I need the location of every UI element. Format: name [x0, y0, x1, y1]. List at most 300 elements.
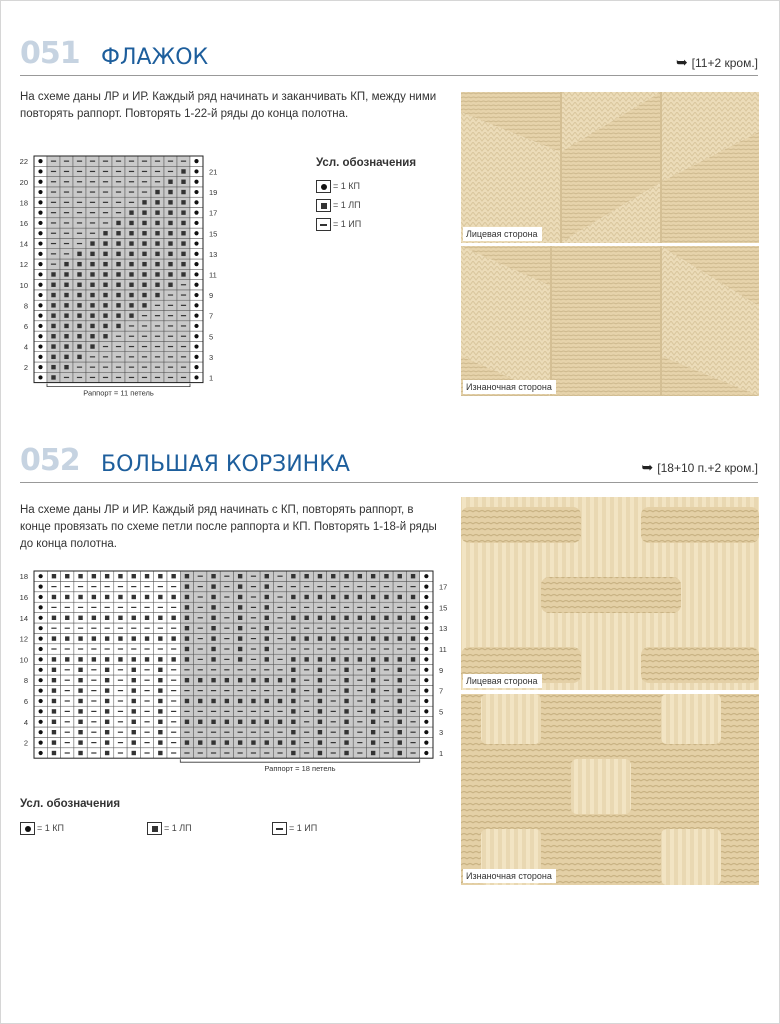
photo-front-side: [461, 497, 759, 690]
row-number-left: 16: [19, 593, 28, 602]
row-number-right: 17: [209, 208, 218, 218]
stitch-chart: [14, 154, 229, 404]
purl-stitch-mark: [410, 721, 415, 722]
purl-stitch-mark: [91, 742, 96, 743]
purl-stitch-mark: [118, 732, 123, 733]
edge-stitch-mark: [39, 730, 43, 734]
knit-stitch-mark: [181, 252, 185, 256]
purl-stitch-mark: [181, 161, 186, 162]
knit-stitch-mark: [64, 262, 68, 266]
purl-stitch-mark: [357, 690, 362, 691]
knit-stitch-mark: [132, 751, 136, 755]
knit-stitch-mark: [65, 574, 69, 578]
knit-stitch-mark: [92, 595, 96, 599]
photo-back-side: [461, 694, 759, 885]
edge-stitch-mark: [424, 741, 428, 745]
photo-front-side: [461, 92, 759, 243]
row-number-left: 10: [19, 655, 28, 665]
purl-stitch-mark: [198, 648, 203, 649]
knit-stitch-mark: [265, 584, 269, 588]
knit-stitch-mark: [371, 595, 375, 599]
knit-stitch-mark: [318, 668, 322, 672]
knit-stitch-mark: [185, 678, 189, 682]
knit-stitch-mark: [251, 699, 255, 703]
purl-stitch-mark: [277, 617, 282, 618]
row-number-left: 12: [19, 634, 28, 644]
knit-stitch-mark: [398, 595, 402, 599]
knit-stitch-mark: [52, 751, 56, 755]
knit-stitch-mark: [371, 678, 375, 682]
edge-stitch-mark: [424, 605, 428, 609]
knit-stitch-mark: [105, 699, 109, 703]
edge-stitch-mark: [424, 699, 428, 703]
knit-stitch-mark: [65, 595, 69, 599]
purl-stitch-mark: [344, 607, 349, 608]
purl-stitch-mark: [142, 356, 147, 357]
knit-stitch-mark: [185, 574, 189, 578]
purl-stitch-mark: [91, 752, 96, 753]
purl-stitch-mark: [118, 669, 123, 670]
knit-stitch-mark: [52, 720, 56, 724]
purl-stitch-mark: [131, 607, 136, 608]
purl-stitch-mark: [291, 648, 296, 649]
edge-stitch-mark: [39, 585, 43, 589]
knit-stitch-mark: [251, 720, 255, 724]
purl-stitch-mark: [410, 607, 415, 608]
knit-stitch-mark: [171, 636, 175, 640]
edge-stitch-mark: [424, 616, 428, 620]
knit-stitch-mark: [211, 574, 215, 578]
purl-stitch-mark: [90, 367, 95, 368]
purl-stitch-mark: [91, 586, 96, 587]
purl-stitch-mark: [397, 648, 402, 649]
knit-stitch-mark: [358, 574, 362, 578]
purl-stitch-mark: [224, 690, 229, 691]
knit-stitch-mark: [52, 574, 56, 578]
knit-stitch-mark: [411, 574, 415, 578]
knit-stitch-mark: [291, 740, 295, 744]
purl-stitch-mark: [118, 628, 123, 629]
purl-stitch-mark: [116, 346, 121, 347]
knit-stitch-mark: [198, 740, 202, 744]
purl-stitch-icon: [316, 218, 331, 231]
knit-stitch-mark: [398, 657, 402, 661]
knit-stitch-mark: [90, 293, 94, 297]
purl-stitch-mark: [65, 648, 70, 649]
purl-stitch-mark: [224, 659, 229, 660]
knit-stitch-mark: [52, 699, 56, 703]
legend-item-ip: [272, 822, 317, 835]
purl-stitch-mark: [251, 586, 256, 587]
purl-stitch-mark: [171, 690, 176, 691]
title-rule: [20, 75, 758, 76]
knit-stitch-mark: [145, 636, 149, 640]
knit-stitch-mark: [211, 616, 215, 620]
knit-stitch-mark: [155, 231, 159, 235]
knit-stitch-mark: [155, 252, 159, 256]
knit-stitch-mark: [142, 303, 146, 307]
legend-label: = 1 ЛП: [333, 199, 361, 210]
knit-stitch-mark: [78, 657, 82, 661]
purl-stitch-mark: [103, 171, 108, 172]
purl-stitch-mark: [304, 586, 309, 587]
knit-stitch-mark: [168, 190, 172, 194]
knit-stitch-mark: [52, 740, 56, 744]
knit-stitch-mark: [344, 636, 348, 640]
knit-stitch-mark: [371, 688, 375, 692]
purl-stitch-mark: [304, 690, 309, 691]
purl-stitch-mark: [224, 617, 229, 618]
knit-stitch-mark: [118, 657, 122, 661]
purl-stitch-mark: [65, 680, 70, 681]
knit-stitch-mark: [318, 657, 322, 661]
knit-stitch-mark: [77, 303, 81, 307]
edge-stitch-mark: [39, 647, 43, 651]
purl-stitch-mark: [65, 721, 70, 722]
pattern-title: БОЛЬШАЯ КОРЗИНКА: [101, 452, 350, 477]
purl-stitch-mark: [91, 648, 96, 649]
row-number-right: 1: [439, 749, 444, 758]
knit-stitch-mark: [90, 252, 94, 256]
knit-stitch-mark: [238, 636, 242, 640]
purl-stitch-mark: [168, 356, 173, 357]
purl-stitch-mark: [171, 586, 176, 587]
knit-stitch-mark: [105, 636, 109, 640]
knit-stitch-mark: [105, 616, 109, 620]
knit-stitch-mark: [384, 636, 388, 640]
purl-stitch-mark: [103, 356, 108, 357]
purl-stitch-mark: [277, 659, 282, 660]
knit-stitch-mark: [158, 730, 162, 734]
purl-stitch-mark: [77, 181, 82, 182]
purl-stitch-mark: [77, 171, 82, 172]
knit-stitch-mark: [318, 699, 322, 703]
knit-stitch-mark: [145, 657, 149, 661]
purl-stitch-mark: [116, 181, 121, 182]
row-number-right: 15: [209, 229, 218, 239]
knit-stitch-mark: [344, 740, 348, 744]
title-rule: [20, 482, 758, 483]
purl-stitch-mark: [64, 171, 69, 172]
knit-stitch-mark: [304, 595, 308, 599]
purl-stitch-mark: [155, 346, 160, 347]
knit-stitch-mark: [398, 740, 402, 744]
edge-stitch-mark: [39, 616, 43, 620]
knit-stitch-mark: [291, 616, 295, 620]
knit-stitch-mark: [211, 605, 215, 609]
knit-stitch-mark: [129, 262, 133, 266]
knit-stitch-mark: [265, 647, 269, 651]
knit-stitch-mark: [398, 709, 402, 713]
knit-stitch-mark: [398, 636, 402, 640]
purl-stitch-mark: [184, 669, 189, 670]
knit-stitch-mark: [118, 636, 122, 640]
knit-stitch-mark: [52, 709, 56, 713]
knit-stitch-mark: [158, 751, 162, 755]
purl-stitch-mark: [224, 586, 229, 587]
knit-stitch-mark: [384, 574, 388, 578]
purl-stitch-mark: [105, 648, 110, 649]
knit-stitch-mark: [291, 636, 295, 640]
purl-stitch-mark: [144, 607, 149, 608]
purl-stitch-mark: [357, 700, 362, 701]
purl-stitch-mark: [51, 191, 56, 192]
knit-stitch-mark: [344, 657, 348, 661]
purl-stitch-mark: [331, 742, 336, 743]
knit-stitch-mark: [116, 293, 120, 297]
purl-stitch-mark: [198, 596, 203, 597]
knit-stitch-mark: [105, 709, 109, 713]
purl-stitch-mark: [129, 202, 134, 203]
knit-stitch-mark: [52, 688, 56, 692]
purl-stitch-mark: [304, 669, 309, 670]
knit-stitch-mark: [132, 740, 136, 744]
knit-stitch-mark: [291, 595, 295, 599]
purl-stitch-mark: [171, 648, 176, 649]
knit-stitch-mark: [318, 574, 322, 578]
edge-stitch-mark: [194, 365, 198, 369]
knit-stitch-mark: [52, 595, 56, 599]
purl-stitch-mark: [277, 596, 282, 597]
knit-stitch-mark: [291, 699, 295, 703]
purl-stitch-mark: [118, 721, 123, 722]
purl-stitch-mark: [118, 680, 123, 681]
knit-stitch-mark: [116, 241, 120, 245]
purl-stitch-mark: [155, 377, 160, 378]
purl-stitch-mark: [144, 690, 149, 691]
knit-stitch-mark: [168, 180, 172, 184]
edge-stitch-mark: [194, 272, 198, 276]
purl-stitch-mark: [181, 346, 186, 347]
knit-stitch-mark: [181, 241, 185, 245]
knit-stitch-mark: [304, 636, 308, 640]
purl-stitch-mark: [64, 243, 69, 244]
edge-stitch-mark: [194, 211, 198, 215]
row-number-left: 22: [19, 157, 28, 167]
knit-stitch-mark: [142, 272, 146, 276]
knit-stitch-mark: [344, 709, 348, 713]
purl-stitch-mark: [91, 680, 96, 681]
row-number-left: 2: [23, 363, 28, 373]
purl-stitch-mark: [384, 752, 389, 753]
knit-stitch-mark: [211, 678, 215, 682]
row-number-right: 9: [439, 665, 444, 675]
purl-stitch-mark: [144, 742, 149, 743]
edge-stitch-mark: [38, 334, 42, 338]
purl-stitch-mark: [118, 742, 123, 743]
purl-stitch-mark: [331, 700, 336, 701]
knit-stitch-mark: [64, 303, 68, 307]
purl-stitch-mark: [91, 721, 96, 722]
knit-stitch-mark: [278, 699, 282, 703]
knit-stitch-mark: [185, 626, 189, 630]
purl-stitch-mark: [168, 294, 173, 295]
knit-stitch-mark: [371, 657, 375, 661]
purl-stitch-mark: [251, 628, 256, 629]
knit-stitch-mark: [105, 657, 109, 661]
knit-stitch-mark: [304, 574, 308, 578]
purl-stitch-mark: [277, 586, 282, 587]
purl-stitch-mark: [238, 669, 243, 670]
purl-stitch-mark: [304, 700, 309, 701]
edge-stitch-mark: [39, 637, 43, 641]
knit-stitch-mark: [116, 303, 120, 307]
purl-stitch-mark: [91, 732, 96, 733]
purl-stitch-mark: [105, 586, 110, 587]
purl-stitch-mark: [357, 648, 362, 649]
knit-stitch-mark: [411, 657, 415, 661]
knit-stitch-mark: [132, 678, 136, 682]
knit-stitch-mark: [155, 221, 159, 225]
row-number-right: 7: [439, 686, 444, 696]
purl-stitch-mark: [65, 742, 70, 743]
edge-stitch-mark: [39, 605, 43, 609]
purl-stitch-mark: [116, 377, 121, 378]
knit-stitch-icon: [316, 199, 331, 212]
knit-stitch-mark: [51, 375, 55, 379]
knit-stitch-mark: [181, 210, 185, 214]
purl-stitch-mark: [77, 161, 82, 162]
purl-stitch-mark: [331, 711, 336, 712]
purl-stitch-mark: [291, 586, 296, 587]
knit-stitch-mark: [185, 699, 189, 703]
purl-stitch-mark: [371, 648, 376, 649]
knit-stitch-mark: [185, 605, 189, 609]
knit-stitch-mark: [371, 740, 375, 744]
legend-item-lp: [147, 822, 192, 835]
knit-stitch-mark: [142, 241, 146, 245]
knit-stitch-mark: [211, 740, 215, 744]
edge-stitch-mark: [194, 159, 198, 163]
edge-stitch-mark: [38, 324, 42, 328]
knit-stitch-mark: [142, 262, 146, 266]
purl-stitch-mark: [181, 367, 186, 368]
purl-stitch-mark: [384, 711, 389, 712]
purl-stitch-mark: [384, 628, 389, 629]
knit-stitch-mark: [155, 190, 159, 194]
knit-stitch-mark: [64, 283, 68, 287]
purl-stitch-mark: [118, 586, 123, 587]
row-number-right: 15: [439, 603, 448, 613]
knit-stitch-mark: [225, 740, 229, 744]
knit-stitch-mark: [291, 720, 295, 724]
purl-stitch-mark: [144, 648, 149, 649]
knit-stitch-mark: [211, 595, 215, 599]
purl-stitch-mark: [251, 711, 256, 712]
purl-stitch-mark: [184, 732, 189, 733]
edge-stitch-mark: [39, 657, 43, 661]
purl-stitch-mark: [51, 171, 56, 172]
knit-stitch-mark: [171, 574, 175, 578]
knit-stitch-mark: [158, 668, 162, 672]
purl-stitch-mark: [304, 628, 309, 629]
knit-stitch-mark: [103, 334, 107, 338]
knit-stitch-mark: [103, 313, 107, 317]
knit-stitch-mark: [238, 574, 242, 578]
edge-stitch-mark: [38, 344, 42, 348]
knit-stitch-mark: [132, 636, 136, 640]
row-number-left: 16: [19, 218, 28, 228]
purl-stitch-mark: [65, 700, 70, 701]
knit-stitch-mark: [371, 636, 375, 640]
knit-stitch-mark: [78, 595, 82, 599]
purl-stitch-mark: [155, 325, 160, 326]
knit-stitch-mark: [238, 584, 242, 588]
knit-stitch-mark: [142, 210, 146, 214]
purl-stitch-mark: [65, 752, 70, 753]
purl-stitch-mark: [304, 648, 309, 649]
knit-stitch-mark: [265, 657, 269, 661]
purl-stitch-mark: [116, 356, 121, 357]
purl-stitch-mark: [410, 628, 415, 629]
knit-stitch-mark: [344, 574, 348, 578]
purl-stitch-mark: [129, 325, 134, 326]
knit-stitch-mark: [168, 231, 172, 235]
knit-stitch-mark: [132, 616, 136, 620]
knit-stitch-icon: [147, 822, 162, 835]
purl-stitch-mark: [251, 752, 256, 753]
purl-stitch-mark: [224, 596, 229, 597]
knit-stitch-mark: [105, 740, 109, 744]
purl-stitch-mark: [142, 377, 147, 378]
purl-stitch-mark: [91, 628, 96, 629]
knit-stitch-mark: [344, 699, 348, 703]
knit-stitch-mark: [291, 751, 295, 755]
repeat-formula-text: [18+10 п.+2 кром.]: [657, 461, 758, 475]
purl-stitch-mark: [103, 377, 108, 378]
knit-stitch-mark: [278, 740, 282, 744]
purl-stitch-mark: [103, 346, 108, 347]
purl-stitch-mark: [304, 607, 309, 608]
knit-stitch-mark: [291, 709, 295, 713]
edge-stitch-mark: [39, 689, 43, 693]
purl-stitch-mark: [51, 243, 56, 244]
purl-stitch-mark: [251, 690, 256, 691]
knit-stitch-mark: [129, 241, 133, 245]
purl-stitch-mark: [103, 212, 108, 213]
knit-stitch-mark: [168, 262, 172, 266]
photo-label: Лицевая сторона: [463, 227, 542, 241]
knit-stitch-mark: [181, 200, 185, 204]
purl-stitch-mark: [168, 161, 173, 162]
purl-stitch-mark: [168, 367, 173, 368]
edge-stitch-mark: [38, 375, 42, 379]
knit-stitch-mark: [77, 293, 81, 297]
knit-stitch-mark: [90, 334, 94, 338]
knit-stitch-mark: [211, 636, 215, 640]
repeat-caption: Раппорт = 18 петель: [264, 764, 336, 774]
knit-stitch-mark: [77, 262, 81, 266]
row-number-left: 4: [23, 342, 28, 352]
row-number-right: 13: [439, 624, 448, 634]
purl-stitch-mark: [118, 711, 123, 712]
edge-stitch-mark: [38, 303, 42, 307]
knit-stitch-mark: [185, 657, 189, 661]
knit-stitch-mark: [265, 605, 269, 609]
knit-stitch-mark: [185, 636, 189, 640]
purl-stitch-mark: [105, 607, 110, 608]
knit-stitch-mark: [171, 616, 175, 620]
knit-stitch-mark: [51, 324, 55, 328]
purl-stitch-mark: [304, 721, 309, 722]
knit-stitch-mark: [116, 231, 120, 235]
knit-stitch-mark: [90, 262, 94, 266]
purl-stitch-mark: [103, 222, 108, 223]
purl-stitch-mark: [277, 648, 282, 649]
knit-stitch-mark: [278, 720, 282, 724]
purl-stitch-mark: [118, 607, 123, 608]
purl-stitch-mark: [171, 628, 176, 629]
